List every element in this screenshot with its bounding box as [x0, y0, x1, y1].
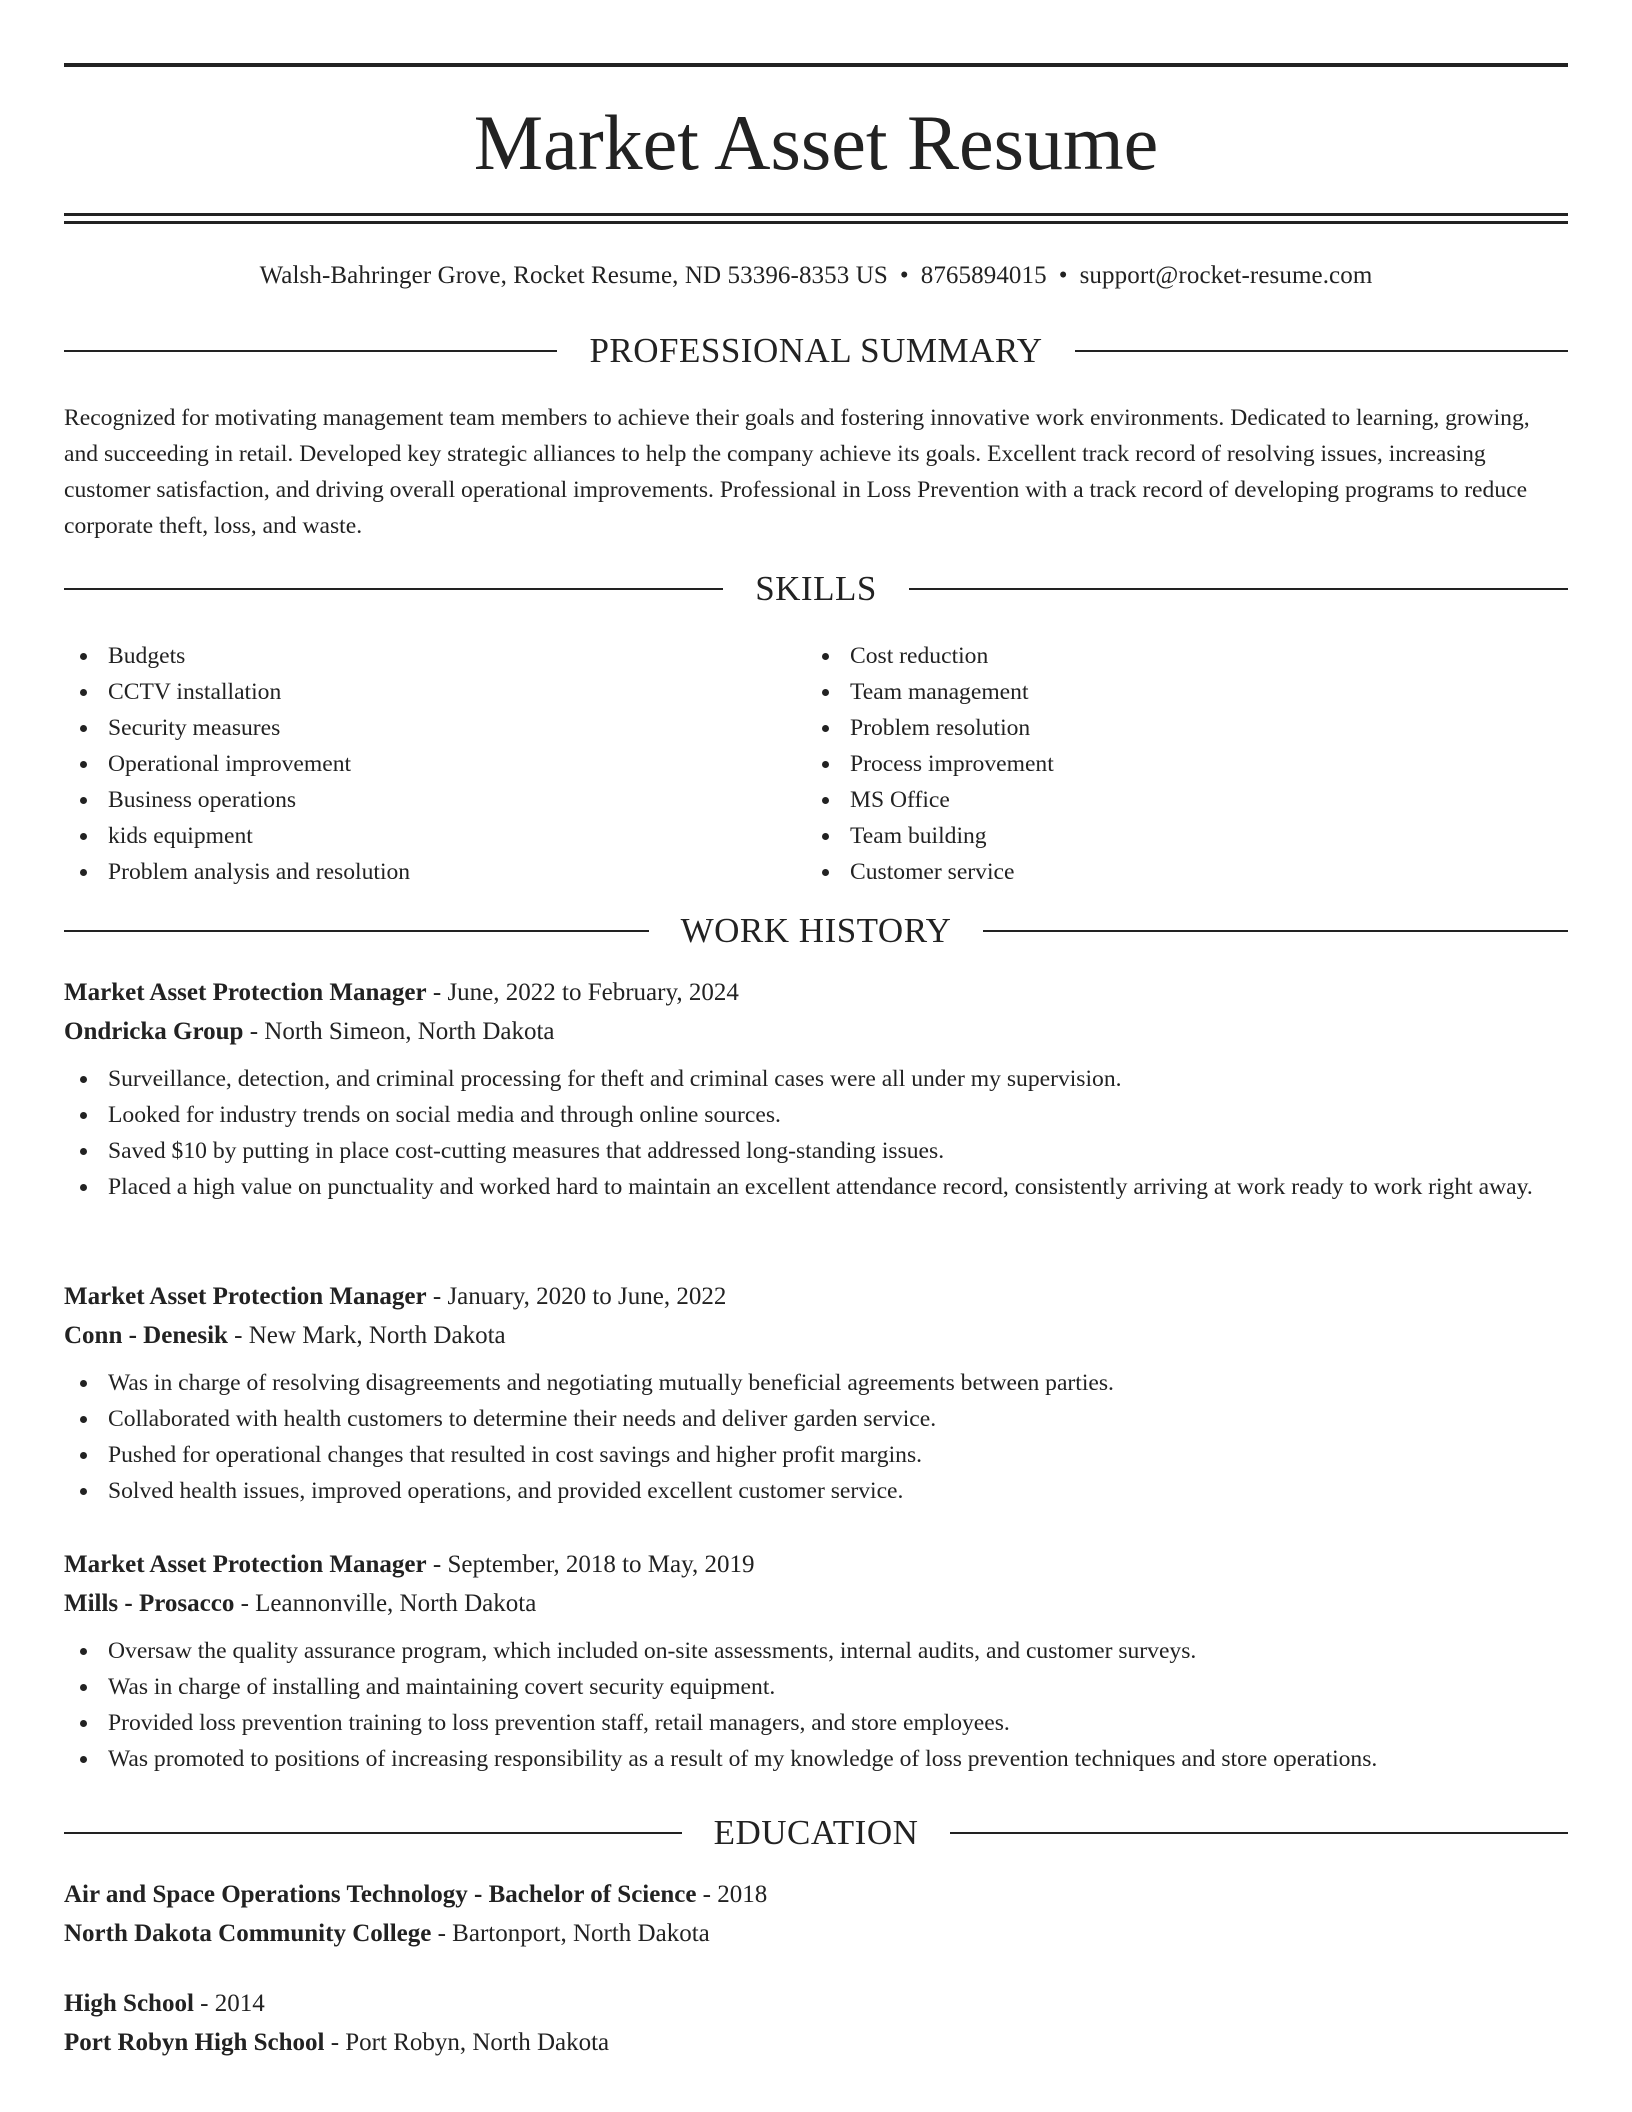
education-school: North Dakota Community College	[64, 1920, 432, 1947]
skill-item: Business operations	[64, 782, 806, 818]
title-double-rule	[64, 213, 1568, 224]
job-dates: September, 2018 to May, 2019	[447, 1551, 755, 1578]
contact-email: support@rocket-resume.com	[1079, 262, 1373, 289]
skill-item: Customer service	[806, 854, 1548, 890]
skill-item: CCTV installation	[64, 674, 806, 710]
job-entry	[64, 973, 1568, 1205]
contact-phone: 8765894015	[920, 262, 1047, 289]
job-company-line: Mills - Prosacco - Leannonville, North Dakota	[64, 1590, 537, 1617]
job-title-line: Market Asset Protection Manager - June, 2022 to February, 2024	[64, 979, 739, 1006]
job-title-line: Market Asset Protection Manager - September, 2018 to May, 2019	[64, 1551, 755, 1578]
job-title: Market Asset Protection Manager	[64, 1283, 427, 1310]
education-entry	[64, 1875, 1568, 1953]
job-bullet: Provided loss prevention training to loss prevention staff, retail managers, and store employees.	[64, 1705, 1568, 1741]
education-degree: High School	[64, 1990, 194, 2017]
section-title-education: EDUCATION	[713, 1813, 919, 1852]
section-header-work	[64, 913, 1568, 948]
job-bullets	[64, 1633, 1568, 1777]
section-divider	[1075, 350, 1568, 352]
section-divider	[64, 350, 557, 352]
skills-list	[64, 638, 1568, 890]
education-degree-line: Air and Space Operations Technology - Bachelor of Science - 2018	[64, 1881, 768, 1908]
section-divider	[950, 1832, 1568, 1834]
education-school-line: North Dakota Community College - Bartonport, North Dakota	[64, 1920, 710, 1947]
job-bullet: Placed a high value on punctuality and worked hard to maintain an excellent attendance record, consistently arriving at work ready to work right away.	[64, 1169, 1568, 1205]
education-location: Port Robyn, North Dakota	[345, 2029, 610, 2056]
education-entry	[64, 1984, 1568, 2062]
job-bullet: Surveillance, detection, and criminal processing for theft and criminal cases were all under my supervision.	[64, 1061, 1568, 1097]
summary-text: Recognized for motivating management team members to achieve their goals and fostering innovative work environments. Dedicated to learning, growing, and succeeding in retail. Developed key strategic alliances to help the company achieve its goals. Excellent track record of resolving issues, increasing customer satisfaction, and driving overall operational improvements. Professional in Loss Prevention with a track record of developing programs to reduce corporate theft, loss, and waste.	[64, 405, 1530, 539]
contact-address: Walsh-Bahringer Grove, Rocket Resume, ND 53396-8353 US	[259, 262, 888, 289]
section-title-work: WORK HISTORY	[680, 911, 952, 950]
job-company: Conn - Denesik	[64, 1322, 228, 1349]
skill-item: Problem analysis and resolution	[64, 854, 806, 890]
job-dates: January, 2020 to June, 2022	[447, 1283, 727, 1310]
section-header-education	[64, 1815, 1568, 1850]
education-degree-line: High School - 2014	[64, 1990, 265, 2017]
section-divider	[909, 588, 1568, 590]
job-title: Market Asset Protection Manager	[64, 979, 427, 1006]
education-location: Bartonport, North Dakota	[452, 1920, 710, 1947]
education-degree: Air and Space Operations Technology - Bachelor of Science	[64, 1881, 697, 1908]
skill-item: Process improvement	[806, 746, 1548, 782]
skill-item: Team management	[806, 674, 1548, 710]
job-bullets	[64, 1365, 1568, 1509]
job-bullet: Was in charge of installing and maintaining covert security equipment.	[64, 1669, 1568, 1705]
job-company-line: Conn - Denesik - New Mark, North Dakota	[64, 1322, 506, 1349]
job-location: New Mark, North Dakota	[248, 1322, 506, 1349]
section-header-skills	[64, 571, 1568, 606]
skill-item: Security measures	[64, 710, 806, 746]
education-school-line: Port Robyn High School - Port Robyn, North Dakota	[64, 2029, 610, 2056]
skill-item: Problem resolution	[806, 710, 1548, 746]
skill-item: Operational improvement	[64, 746, 806, 782]
section-divider	[64, 588, 723, 590]
section-divider	[64, 930, 649, 932]
contact-separator: •	[1058, 262, 1068, 289]
job-bullet: Saved $10 by putting in place cost-cutting measures that addressed long-standing issues.	[64, 1133, 1568, 1169]
section-title-summary: PROFESSIONAL SUMMARY	[589, 331, 1043, 370]
section-divider	[983, 930, 1568, 932]
job-entry	[64, 1277, 1568, 1509]
section-title-skills: SKILLS	[755, 569, 877, 608]
job-title: Market Asset Protection Manager	[64, 1551, 427, 1578]
job-entry	[64, 1545, 1568, 1777]
job-bullet: Oversaw the quality assurance program, which included on-site assessments, internal audits, and customer surveys.	[64, 1633, 1568, 1669]
skill-item: Budgets	[64, 638, 806, 674]
job-title-line: Market Asset Protection Manager - January, 2020 to June, 2022	[64, 1283, 727, 1310]
resume-title: Market Asset Resume	[473, 99, 1159, 186]
skills-column-left	[64, 638, 806, 890]
skill-item: Team building	[806, 818, 1548, 854]
job-company-line: Ondricka Group - North Simeon, North Dakota	[64, 1018, 555, 1045]
job-bullet: Pushed for operational changes that resulted in cost savings and higher profit margins.	[64, 1437, 1568, 1473]
education-year: 2014	[214, 1990, 265, 2017]
contact-line	[64, 262, 1568, 290]
education-year: 2018	[717, 1881, 768, 1908]
section-header-summary	[64, 333, 1568, 368]
job-bullet: Collaborated with health customers to determine their needs and deliver garden service.	[64, 1401, 1568, 1437]
skill-item: Cost reduction	[806, 638, 1548, 674]
job-company: Mills - Prosacco	[64, 1590, 235, 1617]
contact-separator: •	[899, 262, 909, 289]
job-dates: June, 2022 to February, 2024	[447, 979, 739, 1006]
education-school: Port Robyn High School	[64, 2029, 325, 2056]
job-bullet: Looked for industry trends on social media and through online sources.	[64, 1097, 1568, 1133]
job-bullet: Was promoted to positions of increasing responsibility as a result of my knowledge of loss prevention techniques and store operations.	[64, 1741, 1568, 1777]
skill-item: MS Office	[806, 782, 1548, 818]
job-location: Leannonville, North Dakota	[255, 1590, 537, 1617]
job-bullet: Solved health issues, improved operations, and provided excellent customer service.	[64, 1473, 1568, 1509]
job-bullets	[64, 1061, 1568, 1205]
job-bullet: Was in charge of resolving disagreements and negotiating mutually beneficial agreements between parties.	[64, 1365, 1568, 1401]
resume-page	[64, 63, 1568, 2056]
job-company: Ondricka Group	[64, 1018, 244, 1045]
section-divider	[64, 1832, 682, 1834]
job-location: North Simeon, North Dakota	[264, 1018, 555, 1045]
top-rule	[64, 63, 1568, 67]
skills-column-right	[806, 638, 1548, 890]
skill-item: kids equipment	[64, 818, 806, 854]
